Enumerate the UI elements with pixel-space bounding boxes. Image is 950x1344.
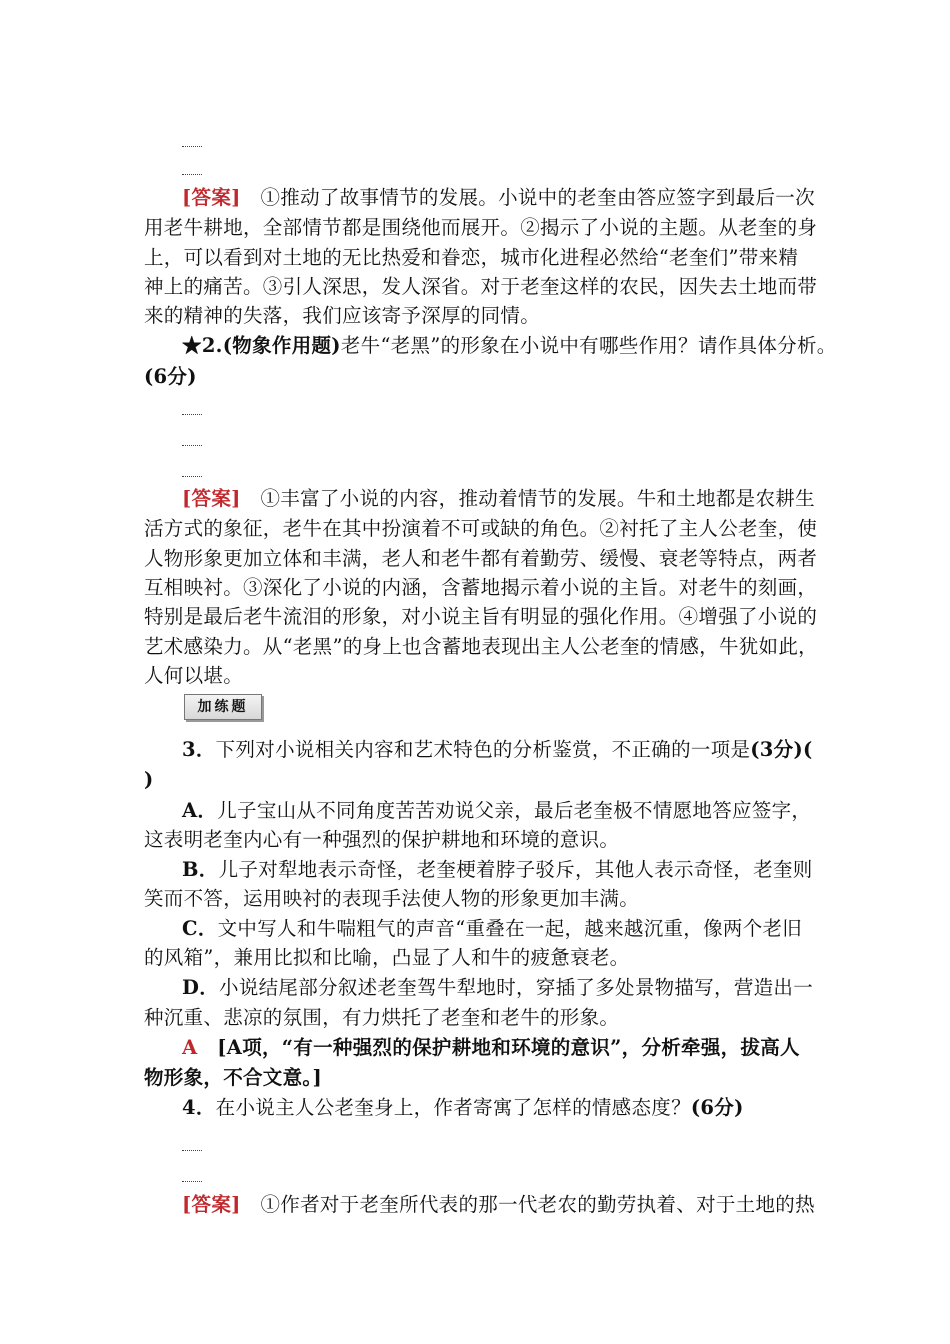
option-c-line: 的风箱”，兼用比拟和比喻，凸显了人和牛的疲惫衰老。 xyxy=(144,946,630,969)
q1-answer-line: 上，可以看到对土地的无比热爱和眷恋，城市化进程必然给“老奎们”带来精 xyxy=(144,246,799,269)
question-2 xyxy=(182,331,837,361)
q2-answer-line: 互相映衬。③深化了小说的内涵，含蓄地揭示着小说的主旨。对老牛的刻画， xyxy=(144,576,818,599)
star-icon: ★ xyxy=(182,334,202,357)
q2-answer-line: 艺术感染力。从“老黑”的身上也含蓄地表现出主人公老奎的情感，牛犹如此， xyxy=(144,635,818,658)
blank-answer-line xyxy=(182,146,202,147)
question-bracket: ) xyxy=(144,768,154,791)
q2-answer-line: 人何以堪。 xyxy=(144,664,244,687)
question-number: 3． xyxy=(182,738,216,761)
option-letter: B． xyxy=(182,858,219,881)
q1-answer-line xyxy=(182,183,824,213)
answer-letter: A xyxy=(182,1036,198,1059)
question-score: (6分) xyxy=(690,1096,744,1119)
question-text: 老牛“老黑”的形象在小说中有哪些作用？请作具体分析。 xyxy=(340,334,837,357)
q1-answer-line: 神上的痛苦。③引人深思，发人深省。对于老奎这样的农民，因失去土地而带 xyxy=(144,275,818,298)
q2-answer-line: 活方式的象征，老牛在其中扮演着不可或缺的角色。②衬托了主人公老奎，使 xyxy=(144,517,818,540)
q4-answer-line xyxy=(182,1190,824,1220)
answer-label: [答案] xyxy=(182,487,241,510)
option-letter: C． xyxy=(182,917,218,940)
blank-answer-line xyxy=(182,1181,202,1182)
q2-answer-text: ①丰富了小说的内容，推动着情节的发展。牛和土地都是农耕生 xyxy=(260,487,815,510)
option-c xyxy=(182,914,824,944)
q2-answer-line xyxy=(182,484,824,514)
option-a xyxy=(182,796,824,826)
question-text: 在小说主人公老奎身上，作者寄寓了怎样的情感态度？ xyxy=(215,1096,691,1119)
q2-answer-line: 人物形象更加立体和丰满，老人和老牛都有着勤劳、缓慢、衰老等特点，两者 xyxy=(144,547,818,570)
option-text: 小说结尾部分叙述老奎驾牛犁地时，穿插了多处景物描写，营造出一 xyxy=(219,976,814,999)
option-letter: A． xyxy=(182,799,218,822)
q4-answer-text: ①作者对于老奎所代表的那一代老农的勤劳执着、对于土地的热 xyxy=(260,1193,815,1216)
question-score: (3分)( xyxy=(750,738,813,761)
option-d-line: 种沉重、悲凉的氛围，有力烘托了老奎和老牛的形象。 xyxy=(144,1006,620,1029)
question-score: (6分) xyxy=(144,365,197,388)
q3-answer xyxy=(182,1033,824,1063)
extra-practice-tag: 加练题 xyxy=(184,694,262,720)
blank-answer-line xyxy=(182,476,202,477)
blank-answer-line xyxy=(182,414,202,415)
blank-answer-line xyxy=(182,174,202,175)
question-text: 下列对小说相关内容和艺术特色的分析鉴赏，不正确的一项是 xyxy=(215,738,751,761)
q1-answer-line: 来的精神的失落，我们应该寄予深厚的同情。 xyxy=(144,304,541,327)
option-d xyxy=(182,973,824,1003)
question-4 xyxy=(182,1093,824,1123)
q1-answer-line: 用老牛耕地，全部情节都是围绕他而展开。②揭示了小说的主题。从老奎的身 xyxy=(144,216,818,239)
question-3 xyxy=(182,735,824,765)
question-type: (物象作用题) xyxy=(222,334,341,357)
question-number: 4． xyxy=(182,1096,216,1119)
option-a-line: 这表明老奎内心有一种强烈的保护耕地和环境的意识。 xyxy=(144,828,620,851)
answer-label: [答案] xyxy=(182,1193,241,1216)
q1-answer-text: ①推动了故事情节的发展。小说中的老奎由答应签字到最后一次 xyxy=(260,186,815,209)
answer-label: [答案] xyxy=(182,186,241,209)
option-text: 儿子宝山从不同角度苦苦劝说父亲，最后老奎极不情愿地答应签字， xyxy=(217,799,812,822)
blank-answer-line xyxy=(182,445,202,446)
option-text: 儿子对犁地表示奇怪，老奎梗着脖子驳斥，其他人表示奇怪，老奎则 xyxy=(218,858,813,881)
option-b-line: 笑而不答，运用映衬的表现手法使人物的形象更加丰满。 xyxy=(144,887,640,910)
answer-explanation: [A项，“有一种强烈的保护耕地和环境的意识”，分析牵强，拔高人 xyxy=(217,1036,800,1059)
option-b xyxy=(182,855,824,885)
q3-answer-line: 物形象，不合文意。] xyxy=(144,1066,322,1089)
option-letter: D． xyxy=(182,976,220,999)
blank-answer-line xyxy=(182,1150,202,1151)
option-text: 文中写人和牛喘粗气的声音“重叠在一起，越来越沉重，像两个老旧 xyxy=(217,917,803,940)
q2-answer-line: 特别是最后老牛流泪的形象，对小说主旨有明显的强化作用。④增强了小说的 xyxy=(144,605,818,628)
question-number: 2. xyxy=(201,334,223,357)
